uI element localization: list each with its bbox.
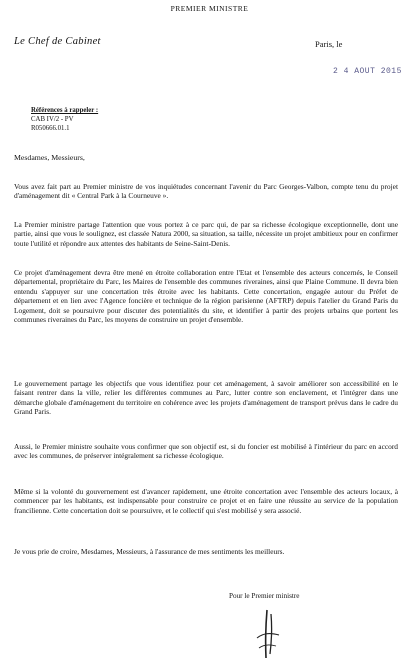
- references-label: Références à rappeler :: [31, 107, 99, 114]
- chef-de-cabinet-title: Le Chef de Cabinet: [14, 36, 101, 47]
- reference-line-1: CAB IV/2 - PV: [31, 116, 74, 123]
- paragraph-4: Le gouvernement partage les objectifs que vous identifiez pour cet aménagement, à savoir améliorer son accessibilité en le faisant rentrer dans la ville, relier les différentes communes au Parc, lutter contre son enclavement, et l'intégrer dans une démarche globale d'aménagement du territoire en cohérence avec les projets d'aménagement de transport prévus dans le cadre du Grand Paris.: [14, 379, 398, 417]
- signature-image: [250, 608, 284, 660]
- signoff: Pour le Premier ministre: [229, 592, 300, 600]
- references-block: [31, 106, 98, 133]
- paragraph-5: Aussi, le Premier ministre souhaite vous confirmer que son objectif est, si du foncier est mobilisé à l'intérieur du parc en accord avec les communes, de préserver intégralement sa richesse écologique.: [14, 442, 398, 461]
- date-stamp: 2 4 AOUT 2015: [333, 67, 402, 76]
- city-date-line: Paris, le: [315, 39, 343, 49]
- salutation: Mesdames, Messieurs,: [14, 153, 85, 162]
- paragraph-1: Vous avez fait part au Premier ministre de vos inquiétudes concernant l'avenir du Parc Georges-Valbon, compte tenu du projet d'aménagement dit « Central Park à la Courneuve ».: [14, 182, 398, 201]
- paragraph-2: La Premier ministre partage l'attention que vous portez à ce parc qui, de par sa richesse écologique exceptionnelle, dont une partie, ainsi que vous le soulignez, est classée Natura 2000, sa situation, sa taille, nécessite un projet ambitieux pour en confirmer toute l'utilité et répondre aux attentes des habitants de Seine-Saint-Denis.: [14, 220, 398, 248]
- paragraph-6: Même si la volonté du gouvernement est d'avancer rapidement, une étroite concertation avec l'ensemble des acteurs locaux, à commencer par les habitants, est indispensable pour construire ce projet et en faire une réussite au service de la population francilienne. Cette concertation doit se poursuivre, et le collectif qui s'est mobilisé y sera associé.: [14, 487, 398, 515]
- ministry-header: PREMIER MINISTRE: [170, 4, 249, 13]
- paragraph-7: Je vous prie de croire, Mesdames, Messieurs, à l'assurance de mes sentiments les meilleurs.: [14, 547, 285, 556]
- paragraph-3: Ce projet d'aménagement devra être mené en étroite collaboration entre l'Etat et l'ensemble des acteurs concernés, le Conseil départemental, propriétaire du Parc, les Maires de l'ensemble des communes riveraines, ainsi que Plaine Commune. Il devra bien entendu s'appuyer sur une concertation très étroite avec les habitants. Cette concertation, engagée autour du Préfet de département et en lien avec l'Agence foncière et technique de la région parisienne (AFTRP) depuis l'atelier du Grand Paris du Logement, doit se poursuivre pour discuter des potentialités du site, et identifier à partir des projets urbains que portent les communes riveraines du Parc, les moyens de construire un projet d'ensemble.: [14, 268, 398, 325]
- reference-line-2: R050666.01.1: [31, 125, 70, 132]
